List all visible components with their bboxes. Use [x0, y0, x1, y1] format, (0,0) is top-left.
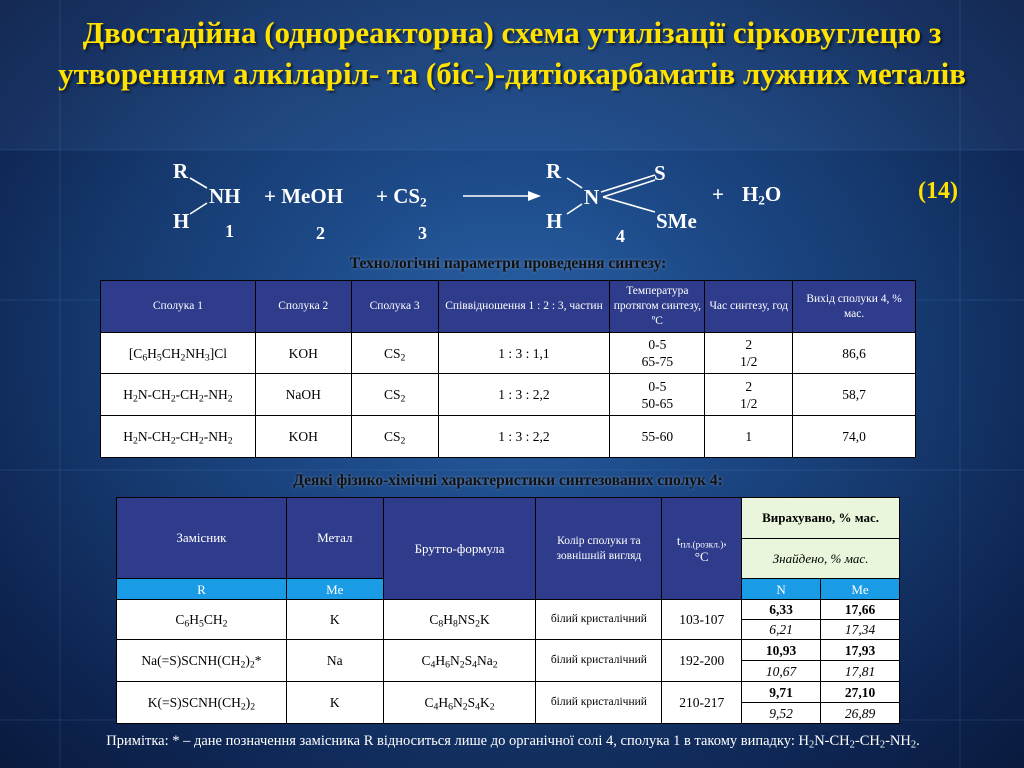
table-cell: 27,10 [821, 682, 900, 703]
table-cell: 10,93 [742, 640, 821, 661]
table-cell: K [286, 600, 383, 640]
table1-header-row [101, 281, 916, 333]
table-row [101, 374, 916, 416]
table2-header-row [117, 498, 900, 539]
scheme-h2o: $H_2O$ [742, 182, 782, 208]
table2-subheader-me: Me [286, 579, 383, 600]
table-row [117, 600, 900, 620]
scheme-plus: + [712, 182, 724, 206]
compound-number-3: 3 [418, 223, 427, 243]
table-cell: 103-107 [662, 600, 742, 640]
table-cell: 6,33 [742, 600, 821, 620]
table-cell: 210-217 [662, 682, 742, 724]
table1-header-cell: Сполука 1 [101, 281, 256, 333]
table-cell: білий кристалічний [536, 600, 662, 640]
table-cell: $C_6H_5CH_2$ [117, 600, 287, 640]
table-cell: 26,89 [821, 703, 900, 724]
table-cell: 58,7 [793, 374, 916, 416]
table1-header-cell: Вихід сполуки 4, % мас. [793, 281, 916, 333]
table1-header-cell: Сполука 2 [255, 281, 351, 333]
table-cell: 192-200 [662, 640, 742, 682]
scheme-cs2: + $CS_2$ [376, 184, 427, 210]
equation-number: (14) [918, 178, 958, 204]
table-cell: $H_2N-CH_2-CH_2-NH_2$ [101, 374, 256, 416]
table-cell: $CS_2$ [351, 374, 438, 416]
table-cell: 1 : 3 : 2,2 [438, 374, 610, 416]
table-cell: $H_2N-CH_2-CH_2-NH_2$ [101, 416, 256, 458]
table-cell: 2 1/2 [705, 374, 793, 416]
table-row [101, 333, 916, 374]
slide-title: Двостадійна (однореакторна) схема утилізації сірковуглецю з утворенням алкіларіл- та (біс-)-дитіокарбаматів лужних металів [58, 15, 966, 91]
table-cell: $K(=S)SCNH(CH_2)_2$ [117, 682, 287, 724]
table-cell: KOH [255, 416, 351, 458]
table-row [117, 682, 900, 703]
table-cell: KOH [255, 333, 351, 374]
table1-header-cell: Співвідношення 1 : 2 : 3, частин [438, 281, 610, 333]
table-cell: 9,71 [742, 682, 821, 703]
footnote: Примітка: * – дане позначення замісника R відноситься лише до органічної солі 4, сполука 1 в такому випадку: $H_2N-CH_2-CH_2-NH_2$. [106, 733, 920, 751]
table-cell: білий кристалічний [536, 682, 662, 724]
scheme-sme: SMe [656, 209, 697, 233]
table1-caption: Технологічні параметри проведення синтезу: [349, 255, 667, 272]
compound-number-2: 2 [316, 223, 325, 243]
scheme-r-2: R [546, 159, 562, 183]
table-cell: 6,21 [742, 620, 821, 640]
table1-header-cell: Час синтезу, год [705, 281, 793, 333]
table-cell: білий кристалічний [536, 640, 662, 682]
table2-caption: Деякі фізико-хімічні характеристики синтезованих сполук 4: [293, 472, 723, 489]
table2-subheader-n: N [742, 579, 821, 600]
table-row [101, 416, 916, 458]
table2-subheader-me2: Me [821, 579, 900, 600]
table2-header-color: Колір сполуки та зовнішній вигляд [536, 498, 662, 600]
table-cell: $C_4H_6N_2S_4Na_2$ [383, 640, 536, 682]
table2-subheader-r: R [117, 579, 287, 600]
table-cell: $C_8H_8NS_2K$ [383, 600, 536, 640]
table2-header-metal: Метал [286, 498, 383, 579]
table-cell: 74,0 [793, 416, 916, 458]
scheme-bonds [0, 0, 1024, 260]
scheme-r-1: R [173, 159, 189, 183]
table-cell: $CS_2$ [351, 416, 438, 458]
table-cell: 0-5 65-75 [610, 333, 705, 374]
table-cell: 9,52 [742, 703, 821, 724]
scheme-meoh: + MeOH [264, 184, 344, 208]
table-cell: $C_4H_6N_2S_4K_2$ [383, 682, 536, 724]
table-cell: 2 1/2 [705, 333, 793, 374]
scheme-nh: NH [209, 184, 241, 208]
scheme-h-1: H [173, 209, 190, 233]
scheme-s: S [654, 161, 666, 185]
table-cell: 0-5 50-65 [610, 374, 705, 416]
table-cell: 1 [705, 416, 793, 458]
table-cell: $Na(=S)SCNH(CH_2)_2*$ [117, 640, 287, 682]
scheme-n: N [584, 185, 600, 209]
table2-header-substituent: Замісник [117, 498, 287, 579]
table-cell: $CS_2$ [351, 333, 438, 374]
table-cell: 86,6 [793, 333, 916, 374]
compound-number-4: 4 [616, 226, 625, 246]
table-cell: 17,34 [821, 620, 900, 640]
table2-header-calculated: Вирахувано, % мас. [742, 498, 900, 539]
table-cell: K [286, 682, 383, 724]
table-cell: 17,81 [821, 661, 900, 682]
table2-header-melting: $t_{пл.(розкл.)}$, °C [662, 498, 742, 600]
table1-header-cell: Температура протягом синтезу, ºС [610, 281, 705, 333]
reaction-arrow-icon [528, 191, 541, 201]
table-row [117, 640, 900, 661]
table-cell: 1 : 3 : 1,1 [438, 333, 610, 374]
table1-header-cell: Сполука 3 [351, 281, 438, 333]
table-cell: 17,66 [821, 600, 900, 620]
table-cell: 17,93 [821, 640, 900, 661]
compound-number-1: 1 [225, 221, 234, 241]
table2-header-found: Знайдено, % мас. [742, 539, 900, 579]
table-cell: 1 : 3 : 2,2 [438, 416, 610, 458]
scheme-h-2: H [546, 209, 563, 233]
table-cell: 55-60 [610, 416, 705, 458]
synthesis-parameters-table [100, 280, 916, 458]
table-cell: Na [286, 640, 383, 682]
table2-header-formula: Брутто-формула [383, 498, 536, 600]
table-cell: $[C_6H_5CH_2NH_3]Cl$ [101, 333, 256, 374]
table-cell: 10,67 [742, 661, 821, 682]
properties-table [116, 497, 900, 724]
table-cell: NaOH [255, 374, 351, 416]
